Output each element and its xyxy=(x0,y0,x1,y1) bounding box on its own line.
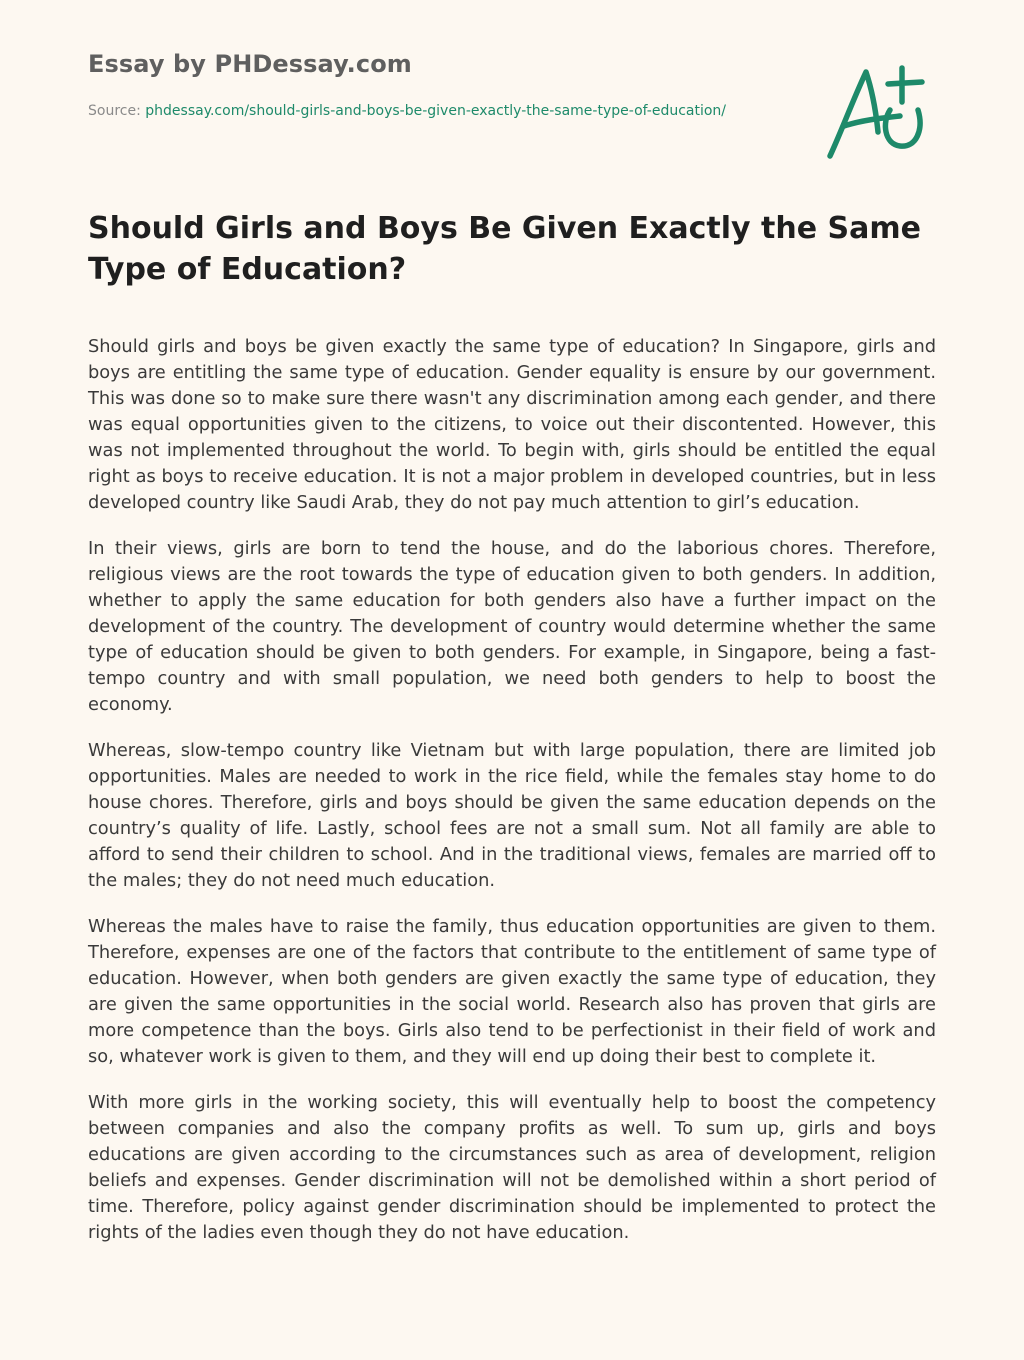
essay-paragraph: With more girls in the working society, this will eventually help to boost the competency between companies and also the company profits as well. To sum up, girls and boys educations are given according to the circumstances such as area of development, religion beliefs and expenses. Gender discrimination will not be demolished within a short period of time. Therefore, policy against gender discrimination should be implemented to protect the rights of the ladies even though they do not have education. xyxy=(88,1092,936,1243)
essay-title: Should Girls and Boys Be Given Exactly the Same Type of Education? xyxy=(88,211,921,287)
source-label: Source: xyxy=(88,103,141,119)
essay-body xyxy=(88,334,936,1266)
essay-paragraph: Whereas the males have to raise the family, thus education opportunities are given to them. Therefore, expenses are one of the factors that contribute to the entitlement of same type of education. However, when both genders are given exactly the same type of education, they are given the same opportunities in the social world. Research also has proven that girls are more competence than the boys. Girls also tend to be perfectionist in their field of work and so, whatever work is given to them, and they will end up doing their best to complete it. xyxy=(88,916,936,1067)
source-line xyxy=(88,101,728,121)
source-link[interactable]: phdessay.com/should-girls-and-boys-be-given-exactly-the-same-type-of-education/ xyxy=(145,103,727,119)
a-plus-logo-icon xyxy=(820,60,930,164)
essay-paragraph: Should girls and boys be given exactly the same type of education? In Singapore, girls and boys are entitling the same type of education. Gender equality is ensure by our government. This was done so to make sure there wasn't any discrimination among each gender, and there was equal opportunities given to the citizens, to voice out their discontented. However, this was not implemented throughout the world. To begin with, girls should be entitled the equal right as boys to receive education. It is not a major problem in developed countries, but in less developed country like Saudi Arab, they do not pay much attention to girl’s education. xyxy=(88,336,936,513)
essay-paragraph: Whereas, slow-tempo country like Vietnam but with large population, there are limited job opportunities. Males are needed to work in the rice field, while the females stay home to do house chores. Therefore, girls and boys should be given the same education depends on the country’s quality of life. Lastly, school fees are not a small sum. Not all family are able to afford to send their children to school. And in the traditional views, females are married off to the males; they do not need much education. xyxy=(88,740,936,891)
essay-paragraph: In their views, girls are born to tend the house, and do the laborious chores. Therefore, religious views are the root towards the type of education given to both genders. In addition, whether to apply the same education for both genders also have a further impact on the development of the country. The development of country would determine whether the same type of education should be given to both genders. For example, in Singapore, being a fast-tempo country and with small population, we need both genders to help to boost the economy. xyxy=(88,538,936,715)
brand-title: Essay by PHDessay.com xyxy=(88,50,412,78)
